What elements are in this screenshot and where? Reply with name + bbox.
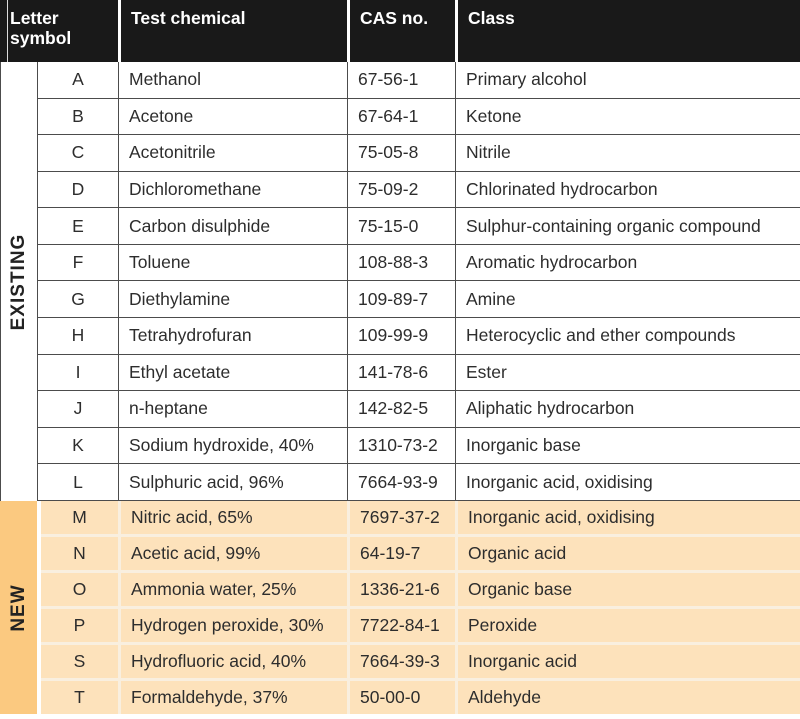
table-row <box>37 135 800 172</box>
cas-no-cell: 64-19-7 <box>347 537 455 570</box>
letter-symbol-cell: H <box>37 318 118 354</box>
section-existing <box>0 62 800 501</box>
section-new <box>0 501 800 714</box>
cas-no-cell: 75-15-0 <box>347 208 455 244</box>
table-row <box>37 428 800 465</box>
existing-group-label: EXISTING <box>8 233 29 330</box>
test-chemical-cell: n-heptane <box>118 391 347 427</box>
class-cell: Nitrile <box>455 135 800 171</box>
cas-no-cell: 1310-73-2 <box>347 428 455 464</box>
header-cell-class: Class <box>455 0 800 62</box>
test-chemical-cell: Dichloromethane <box>118 172 347 208</box>
table-row <box>41 501 800 537</box>
table-row <box>37 281 800 318</box>
existing-rows <box>37 62 800 501</box>
cas-no-cell: 109-89-7 <box>347 281 455 317</box>
letter-symbol-cell: I <box>37 355 118 391</box>
new-rows <box>41 501 800 714</box>
test-chemical-cell: Acetonitrile <box>118 135 347 171</box>
table-row <box>37 62 800 99</box>
test-chemical-cell: Tetrahydrofuran <box>118 318 347 354</box>
letter-symbol-cell: K <box>37 428 118 464</box>
test-chemical-cell: Diethylamine <box>118 281 347 317</box>
cas-no-cell: 109-99-9 <box>347 318 455 354</box>
table-row <box>37 172 800 209</box>
class-cell: Chlorinated hydrocarbon <box>455 172 800 208</box>
letter-symbol-cell: C <box>37 135 118 171</box>
header-cell-cas-no: CAS no. <box>347 0 455 62</box>
cas-no-cell: 7664-39-3 <box>347 645 455 678</box>
test-chemical-cell: Acetone <box>118 99 347 135</box>
class-cell: Aliphatic hydrocarbon <box>455 391 800 427</box>
table-row <box>41 609 800 645</box>
cas-no-cell: 7664-93-9 <box>347 464 455 500</box>
new-group-column <box>0 501 37 714</box>
letter-symbol-cell: N <box>73 543 86 563</box>
cas-no-cell: 142-82-5 <box>347 391 455 427</box>
class-cell: Primary alcohol <box>455 62 800 98</box>
test-chemical-cell: Ammonia water, 25% <box>118 573 347 606</box>
table-row <box>41 645 800 681</box>
table-row <box>37 208 800 245</box>
table-row <box>41 573 800 609</box>
test-chemical-cell: Sodium hydroxide, 40% <box>118 428 347 464</box>
letter-symbol-cell: T <box>74 687 85 707</box>
table-row <box>37 464 800 501</box>
test-chemical-cell: Methanol <box>118 62 347 98</box>
cas-no-cell: 50-00-0 <box>347 681 455 714</box>
letter-symbol-cell: B <box>37 99 118 135</box>
existing-group-column <box>0 62 37 501</box>
cas-no-cell: 7722-84-1 <box>347 609 455 642</box>
test-chemical-cell: Sulphuric acid, 96% <box>118 464 347 500</box>
class-cell: Aromatic hydrocarbon <box>455 245 800 281</box>
class-cell: Inorganic acid, oxidising <box>455 501 800 534</box>
cas-no-cell: 75-09-2 <box>347 172 455 208</box>
cas-no-cell: 75-05-8 <box>347 135 455 171</box>
letter-symbol-cell: D <box>37 172 118 208</box>
letter-symbol-cell: J <box>37 391 118 427</box>
cas-no-cell: 1336-21-6 <box>347 573 455 606</box>
table-row <box>37 391 800 428</box>
class-cell: Amine <box>455 281 800 317</box>
table-row <box>41 537 800 573</box>
test-chemical-cell: Formaldehyde, 37% <box>118 681 347 714</box>
letter-symbol-cell: S <box>73 651 86 671</box>
letter-symbol-cell: F <box>37 245 118 281</box>
class-cell: Ester <box>455 355 800 391</box>
cas-no-cell: 67-64-1 <box>347 99 455 135</box>
cas-no-cell: 141-78-6 <box>347 355 455 391</box>
letter-symbol-cell: G <box>37 281 118 317</box>
class-cell: Inorganic acid, oxidising <box>455 464 800 500</box>
class-cell: Heterocyclic and ether compounds <box>455 318 800 354</box>
table-row <box>41 681 800 714</box>
test-chemical-cell: Acetic acid, 99% <box>118 537 347 570</box>
class-cell: Ketone <box>455 99 800 135</box>
test-chemical-cell: Hydrogen peroxide, 30% <box>118 609 347 642</box>
letter-symbol-cell: L <box>37 464 118 500</box>
class-cell: Aldehyde <box>455 681 800 714</box>
new-group-label: NEW <box>7 583 29 632</box>
letter-symbol-cell: P <box>73 615 86 635</box>
class-cell: Organic base <box>455 573 800 606</box>
table-row <box>37 355 800 392</box>
class-cell: Organic acid <box>455 537 800 570</box>
table-row <box>37 318 800 355</box>
test-chemical-cell: Ethyl acetate <box>118 355 347 391</box>
test-chemical-cell: Hydrofluoric acid, 40% <box>118 645 347 678</box>
cas-no-cell: 108-88-3 <box>347 245 455 281</box>
table-header-row <box>0 0 800 62</box>
class-cell: Inorganic base <box>455 428 800 464</box>
header-cell-letter-symbol: Letter symbol <box>10 8 72 49</box>
letter-symbol-cell: E <box>37 208 118 244</box>
test-chemical-cell: Nitric acid, 65% <box>118 501 347 534</box>
class-cell: Sulphur-containing organic compound <box>455 208 800 244</box>
letter-symbol-cell: M <box>72 507 87 527</box>
letter-symbol-cell: O <box>72 579 87 599</box>
test-chemical-cell: Toluene <box>118 245 347 281</box>
cas-no-cell: 7697-37-2 <box>347 501 455 534</box>
test-chemical-cell: Carbon disulphide <box>118 208 347 244</box>
table-row <box>37 245 800 282</box>
class-cell: Inorganic acid <box>455 645 800 678</box>
class-cell: Peroxide <box>455 609 800 642</box>
letter-symbol-cell: A <box>37 62 118 98</box>
table-row <box>37 99 800 136</box>
cas-no-cell: 67-56-1 <box>347 62 455 98</box>
header-cell-test-chemical: Test chemical <box>118 0 347 62</box>
